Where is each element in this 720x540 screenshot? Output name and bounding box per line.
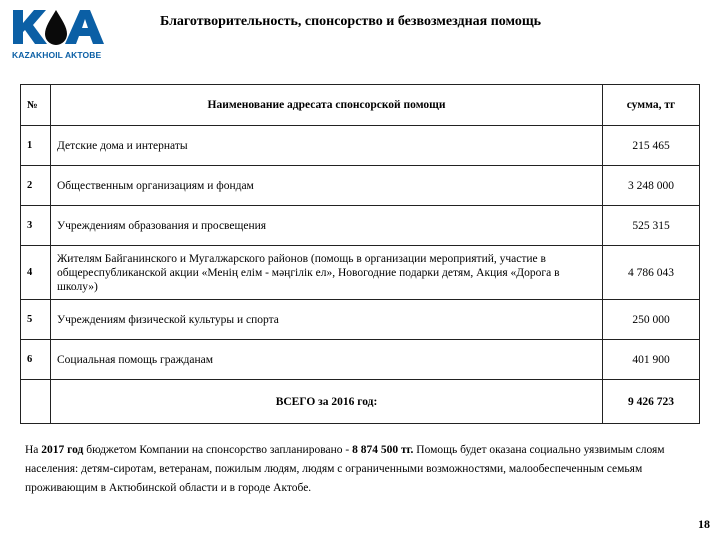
page-title: Благотворительность, спонсорство и безвозмездная помощь <box>160 14 542 29</box>
row-sum: 250 000 <box>603 300 700 340</box>
row-name: Учреждениям физической культуры и спорта <box>51 300 603 340</box>
header-sum: сумма, тг <box>603 85 700 126</box>
total-num-empty <box>21 380 51 424</box>
sponsorship-table <box>20 84 700 424</box>
row-num: 3 <box>21 206 51 246</box>
row-sum: 3 248 000 <box>603 166 700 206</box>
row-num: 4 <box>21 246 51 300</box>
row-sum: 215 465 <box>603 126 700 166</box>
company-logo <box>10 6 105 62</box>
table-row <box>21 126 700 166</box>
table-row <box>21 206 700 246</box>
note-amount: 8 874 500 тг. <box>352 444 414 456</box>
row-num: 5 <box>21 300 51 340</box>
budget-note <box>25 441 700 498</box>
row-name: Общественным организациям и фондам <box>51 166 603 206</box>
row-sum: 525 315 <box>603 206 700 246</box>
row-name: Учреждениям образования и просвещения <box>51 206 603 246</box>
total-row <box>21 380 700 424</box>
note-text-3: Помощь будет оказана социально уязвимым слоям населения: детям-сиротам, ветеранам, пожилым людям, людям с ограниченными возможностями, малообеспеченным семьям проживающим в Актюбинской области и в городе Актобе. <box>25 444 665 494</box>
row-name: Детские дома и интернаты <box>51 126 603 166</box>
table-row <box>21 340 700 380</box>
header-name: Наименование адресата спонсорской помощи <box>51 85 603 126</box>
table-row <box>21 166 700 206</box>
kazakhoil-logo-icon <box>10 6 105 48</box>
row-sum: 4 786 043 <box>603 246 700 300</box>
table-row <box>21 300 700 340</box>
note-text-2: бюджетом Компании на спонсорство запланировано - <box>83 444 353 456</box>
row-name: Социальная помощь гражданам <box>51 340 603 380</box>
table-header-row <box>21 85 700 126</box>
row-num: 6 <box>21 340 51 380</box>
note-year: 2017 год <box>41 444 84 456</box>
row-num: 2 <box>21 166 51 206</box>
row-name: Жителям Байганинского и Мугалжарского районов (помощь в организации мероприятий, участие в общереспубликанской акции «Менің елім - мәңгілік ел», Новогодние подарки детям, Акция «Дорога в школу») <box>51 246 603 300</box>
page-number: 18 <box>698 517 710 531</box>
total-sum: 9 426 723 <box>603 380 700 424</box>
row-num: 1 <box>21 126 51 166</box>
total-label: ВСЕГО за 2016 год: <box>51 380 603 424</box>
row-sum: 401 900 <box>603 340 700 380</box>
logo-wordmark: KAZAKHOIL AKTOBE <box>12 50 102 60</box>
note-text-1: На <box>25 444 42 456</box>
table-row <box>21 246 700 300</box>
header-num: № <box>21 85 51 126</box>
